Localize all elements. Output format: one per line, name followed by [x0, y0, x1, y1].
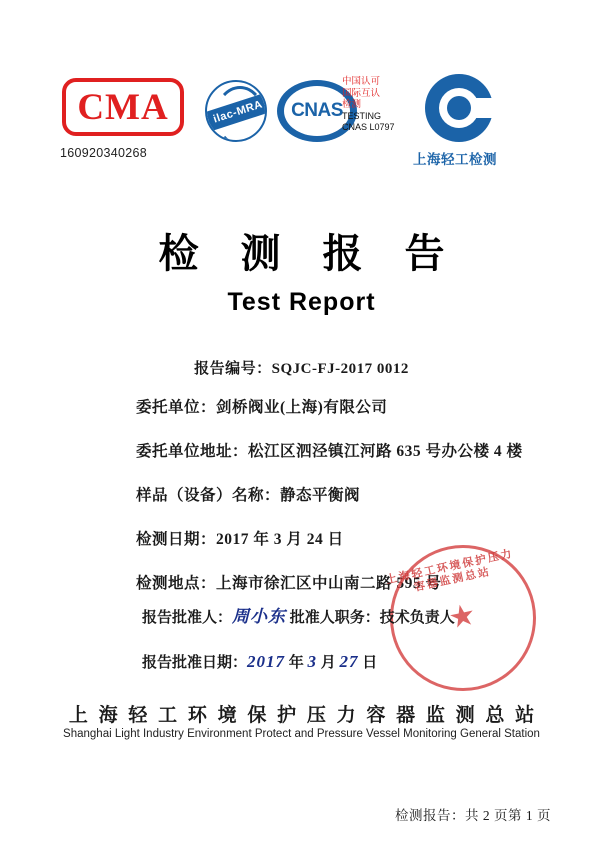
- field-test-date-label: 检测日期：: [136, 531, 217, 548]
- approval-date-row: [142, 651, 562, 672]
- field-test-date-value: 2017 年 3 月 24 日: [216, 531, 344, 548]
- approval-date-label: 报告批准日期：: [142, 655, 248, 671]
- approval-date-year: 2017: [247, 652, 286, 671]
- cnas-info-cn-1: 中国认可: [342, 76, 381, 87]
- cnas-logo-text: CNAS: [291, 100, 343, 121]
- organization-name-cn: 上 海 轻 工 环 境 保 护 压 力 容 器 监 测 总 站: [68, 705, 538, 726]
- field-test-location-value: 上海市徐汇区中山南二路 595 号: [216, 575, 442, 592]
- approval-date-month: 3: [307, 652, 318, 671]
- slmark-dot: [447, 96, 471, 120]
- field-client-address: [136, 439, 556, 461]
- approval-date-day: 27: [339, 652, 359, 671]
- approver-label: 报告批准人：: [142, 610, 233, 626]
- cnas-info-cn-3: 检测: [342, 99, 362, 110]
- field-test-location-label: 检测地点：: [136, 575, 217, 592]
- ilac-band-label: ilac-MRA: [211, 98, 265, 126]
- page-title-en: Test Report: [227, 288, 376, 316]
- field-client-address-label: 委托单位地址：: [136, 443, 249, 460]
- ilac-mra-icon: [205, 80, 267, 142]
- page-pagination: 检测报告：共 2 页第 1 页: [395, 808, 551, 823]
- approver-post-label: 批准人职务：: [289, 610, 380, 626]
- cnas-info-en: TESTING: [342, 110, 382, 121]
- cma-logo-text: CMA: [77, 87, 169, 128]
- field-client-address-value: 松江区泗泾镇江河路 635 号办公楼 4 楼: [248, 443, 523, 460]
- cnas-accreditation-info: [342, 76, 404, 134]
- page-title-cn: 检 测 报 告: [158, 231, 461, 276]
- approver-signature: 周小东: [232, 607, 287, 626]
- certification-logo-strip: [0, 68, 603, 167]
- field-sample-name: [136, 483, 556, 505]
- field-client: [136, 395, 556, 417]
- seal-star-icon: ★: [445, 597, 479, 636]
- official-seal-text: 上海轻工环境保护压力容器监测总站: [384, 547, 515, 594]
- shanghai-light-industry-label: 上海轻工检测: [413, 152, 497, 167]
- approval-date-year-unit: 年: [288, 655, 304, 671]
- approval-date-month-unit: 月: [320, 655, 336, 671]
- field-client-value: 剑桥阀业(上海)有限公司: [216, 399, 388, 416]
- approval-date-day-unit: 日: [362, 655, 378, 671]
- organization-name-en: Shanghai Light Industry Environment Protect and Pressure Vessel Monitoring General Station: [63, 728, 540, 740]
- cnas-info-code: CNAS L0797: [342, 122, 395, 132]
- field-test-date: [136, 527, 556, 549]
- approver-row: [142, 602, 562, 627]
- field-sample-name-label: 样品（设备）名称：: [136, 487, 281, 504]
- field-client-label: 委托单位：: [136, 399, 217, 416]
- cnas-info-cn-2: 国际互认: [342, 87, 381, 99]
- approval-block: [142, 597, 562, 696]
- field-sample-name-value: 静态平衡阀: [280, 487, 361, 504]
- approver-post-value: 技术负责人: [379, 610, 455, 626]
- report-number: 报告编号：SQJC-FJ-2017 0012: [194, 361, 409, 377]
- cma-certificate-number: 160920340268: [60, 146, 148, 160]
- shanghai-light-industry-icon: [425, 74, 493, 142]
